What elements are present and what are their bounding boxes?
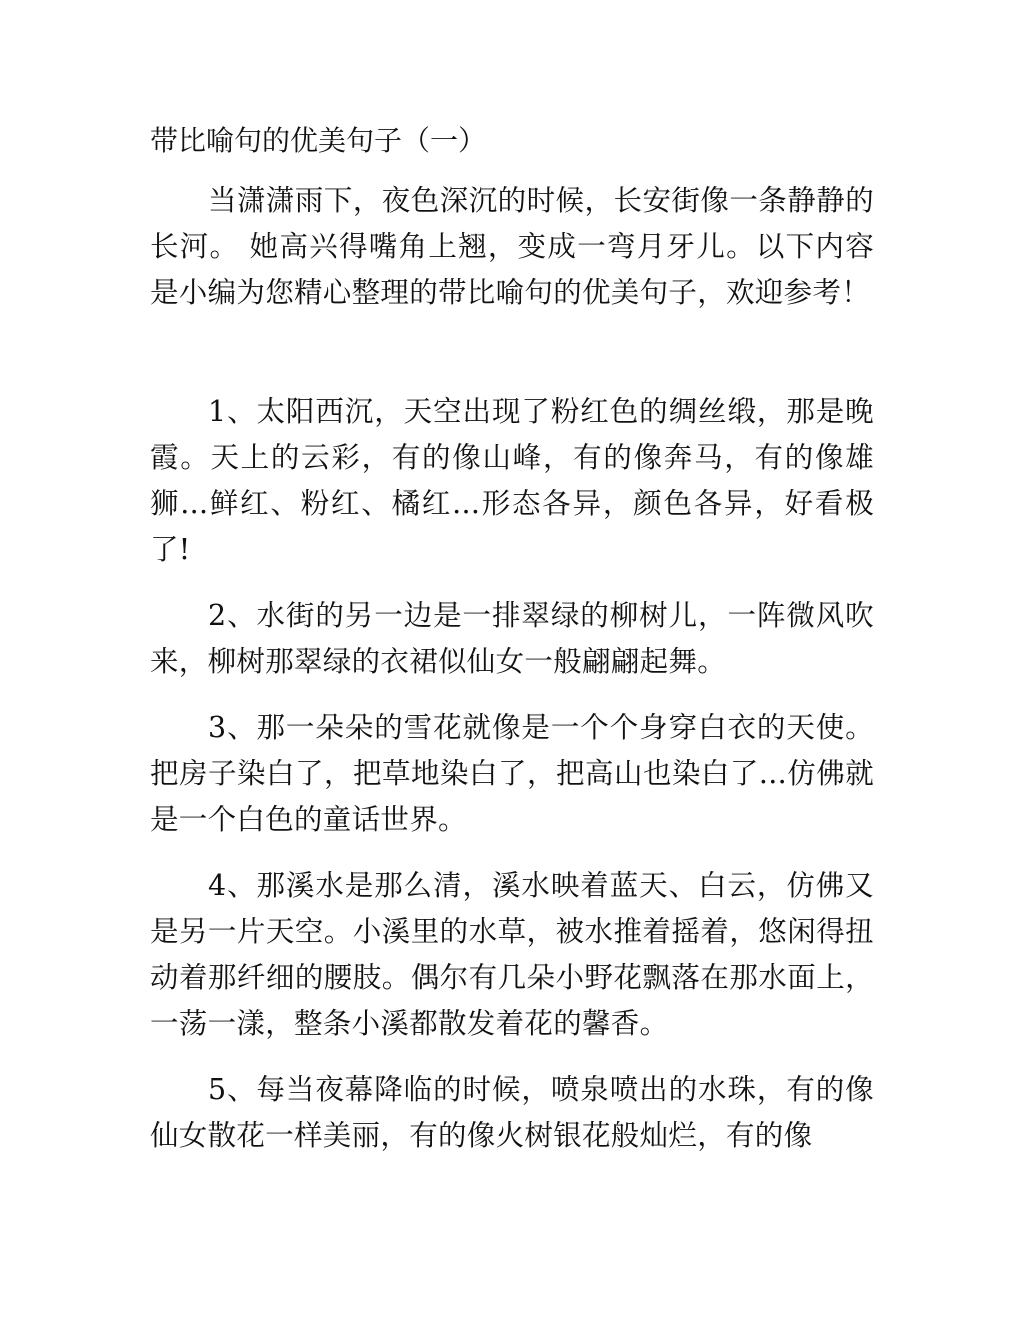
document-title: 带比喻句的优美句子（一） — [150, 124, 487, 157]
sentence-item-5: 5、每当夜幕降临的时候，喷泉喷出的水珠，有的像仙女散花一样美丽，有的像火树银花般灿烂，有的像 — [150, 1073, 874, 1152]
sentence-item-2: 2、水街的另一边是一排翠绿的柳树儿，一阵微风吹来，柳树那翠绿的衣裙似仙女一般翩翩起舞。 — [150, 599, 874, 678]
document-page — [150, 118, 874, 1179]
sentence-item-3: 3、那一朵朵的雪花就像是一个个身穿白衣的天使。把房子染白了，把草地染白了，把高山也染白了...仿佛就是一个白色的童话世界。 — [150, 711, 874, 836]
intro-paragraph: 当潇潇雨下，夜色深沉的时候，长安街像一条静静的长河。 她高兴得嘴角上翘，变成一弯月牙儿。以下内容是小编为您精心整理的带比喻句的优美句子，欢迎参考！ — [150, 184, 874, 309]
sentence-item-4: 4、那溪水是那么清，溪水映着蓝天、白云，仿佛又是另一片天空。小溪里的水草，被水推着摇着，悠闲得扭动着那纤细的腰肢。偶尔有几朵小野花飘落在那水面上，一荡一漾，整条小溪都散发着花的馨香。 — [150, 869, 874, 1040]
sentence-item-1: 1、太阳西沉，天空出现了粉红色的绸丝缎，那是晚霞。天上的云彩，有的像山峰，有的像奔马，有的像雄狮...鲜红、粉红、橘红...形态各异，颜色各异，好看极了! — [150, 395, 874, 566]
